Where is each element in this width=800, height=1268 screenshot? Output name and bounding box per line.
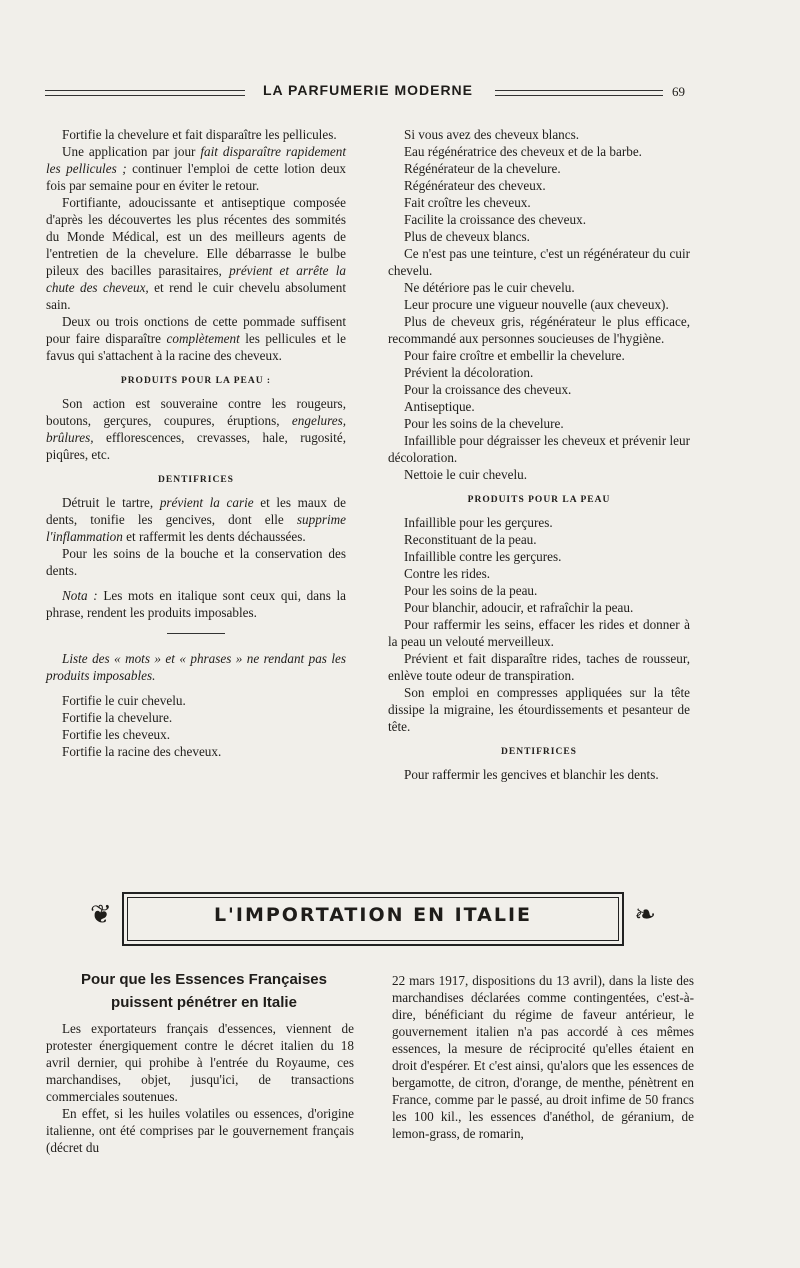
list-item: Eau régénératrice des cheveux et de la barbe. (404, 144, 642, 159)
nota-paragraph: Nota : Les mots en italique sont ceux qui, dans la phrase, rendent les produits imposables. (46, 588, 346, 620)
list-item: Régénérateur des cheveux. (404, 178, 546, 193)
paragraph: Son action est souveraine contre les rougeurs, boutons, gerçures, coupures, éruptions, engelures, brûlures, efflorescences, crevasses, hale, rugosité, piqûres, etc. (46, 396, 346, 462)
fleuron-ornament-icon: ❧ (634, 900, 656, 929)
list-item: Ne détériore pas le cuir chevelu. (404, 280, 575, 295)
paragraph: Fortifiante, adoucissante et antiseptique composée d'après les découvertes les plus récentes des sommités du Monde Médical, est un des meilleurs agents de l'entretien de la chevelure. Elle débarrasse le bulbe pileux des bacilles parasitaires, prévient et arrête la chute des cheveux, et rend le cuir chevelu absolument sain. (46, 195, 347, 312)
list-item: Régénérateur de la chevelure. (404, 161, 561, 176)
list-title: Liste des « mots » et « phrases » ne rendant pas les produits imposables. (46, 651, 346, 683)
paragraph: En effet, si les huiles volatiles ou essences, d'origine italienne, ont été comprises par le gouvernement français (décret du (46, 1106, 354, 1155)
separator-rule (167, 633, 225, 634)
article-column-right (392, 972, 694, 1142)
list-item: Contre les rides. (404, 566, 491, 581)
list-item: Infaillible contre les gerçures. (404, 549, 562, 564)
page-number: 69 (672, 84, 685, 99)
banner-title: L'IMPORTATION EN ITALIE (213, 904, 533, 926)
section-heading: DENTIFRICES (158, 475, 234, 485)
list-item: Antiseptique. (404, 399, 475, 414)
list-item: Infaillible pour dégraisser les cheveux et prévenir leur décoloration. (388, 433, 690, 465)
paragraph: Une application par jour fait disparaître rapidement les pellicules ; continuer l'emploi de cette lotion deux fois par semaine pour en éviter le retour. (46, 144, 347, 193)
list-item: Fortifie le cuir chevelu. (62, 693, 186, 708)
paragraph: Pour les soins de la bouche et la conservation des dents. (46, 546, 346, 578)
paragraph: 22 mars 1917, dispositions du 13 avril), dans la liste des marchandises déclarées comme contingentées, c'est-à-dire, bénéficiant du régime de faveur antérieur, le gouvernement italien n'a pas accordé à ces mêmes essences, la mesure de réciprocité qu'elles étaient en droit d'espérer. Et c'est ainsi, qu'alors que les essences de bergamotte, de citron, d'orange, de menthe, pénètrent en France, comme par le passé, au droit infime de 50 francs les 100 kil., les essences d'anéthol, de géranium, de lemon-grass, de romarin, (392, 973, 694, 1141)
paragraph: Fortifie la chevelure et fait disparaître les pellicules. (62, 127, 337, 142)
list-item: Pour les soins de la peau. (404, 583, 538, 598)
running-header (45, 82, 685, 106)
list-item: Fortifie la chevelure. (62, 710, 173, 725)
column-right (388, 126, 690, 783)
list-item: Fortifie les cheveux. (62, 727, 171, 742)
list-item: Leur procure une vigueur nouvelle (aux cheveux). (404, 297, 669, 312)
list-item: Prévient et fait disparaître rides, taches de rousseur, enlève toute odeur de transpiration. (388, 651, 690, 683)
list-item: Pour raffermir les gencives et blanchir les dents. (404, 767, 659, 782)
list-item: Fait croître les cheveux. (404, 195, 531, 210)
list-item: Fortifie la racine des cheveux. (62, 744, 222, 759)
list-item: Pour raffermir les seins, effacer les rides et donner à la peau un velouté merveilleux. (388, 617, 690, 649)
list-item: Nettoie le cuir chevelu. (404, 467, 528, 482)
list-item: Pour les soins de la chevelure. (404, 416, 564, 431)
article-title: Pour que les Essences Françaises puissent pénétrer en Italie (81, 971, 327, 1011)
journal-title: LA PARFUMERIE MODERNE (263, 82, 473, 98)
fleuron-ornament-icon: ❦ (90, 900, 112, 929)
paragraph: Détruit le tartre, prévient la carie et les maux de dents, tonifie les gencives, dont elle supprime l'inflammation et raffermit les dents déchaussées. (46, 495, 346, 544)
list-item: Plus de cheveux gris, régénérateur le plus efficace, recommandé aux personnes soucieuses de l'hygiène. (388, 314, 690, 346)
list-item: Ce n'est pas une teinture, c'est un régénérateur du cuir chevelu. (388, 246, 690, 278)
list-item: Si vous avez des cheveux blancs. (404, 127, 580, 142)
section-heading: DENTIFRICES (501, 747, 577, 757)
header-rule-left (45, 90, 245, 96)
list-item: Son emploi en compresses appliquées sur la tête dissipe la migraine, les étourdissements et pesanteur de tête. (388, 685, 690, 734)
list-item: Prévient la décoloration. (404, 365, 534, 380)
list-item: Reconstituant de la peau. (404, 532, 537, 547)
section-banner (88, 892, 658, 946)
article-column-left (46, 1020, 354, 1156)
paragraph: Deux ou trois onctions de cette pommade suffisent pour faire disparaître complètement les pellicules et le favus qui s'attachent à la racine des cheveux. (46, 314, 347, 363)
paragraph: Les exportateurs français d'essences, viennent de protester énergiquement contre le décret italien du 18 avril dernier, qui prohibe à l'entrée du Royaume, ces marchandises, objet, jusqu'ici, de transactions commerciales soutenues. (46, 1021, 354, 1104)
list-item: Plus de cheveux blancs. (404, 229, 530, 244)
list-item: Facilite la croissance des cheveux. (404, 212, 586, 227)
list-item: Pour faire croître et embellir la chevelure. (404, 348, 625, 363)
column-left (46, 126, 346, 760)
list-item: Pour la croissance des cheveux. (404, 382, 572, 397)
section-heading: PRODUITS POUR LA PEAU : (120, 376, 272, 386)
word-list (46, 692, 346, 760)
list-item: Infaillible pour les gerçures. (404, 515, 553, 530)
header-rule-right (495, 90, 663, 96)
list-item: Pour blanchir, adoucir, et rafraîchir la peau. (404, 600, 634, 615)
section-heading: PRODUITS POUR LA PEAU (467, 495, 611, 505)
